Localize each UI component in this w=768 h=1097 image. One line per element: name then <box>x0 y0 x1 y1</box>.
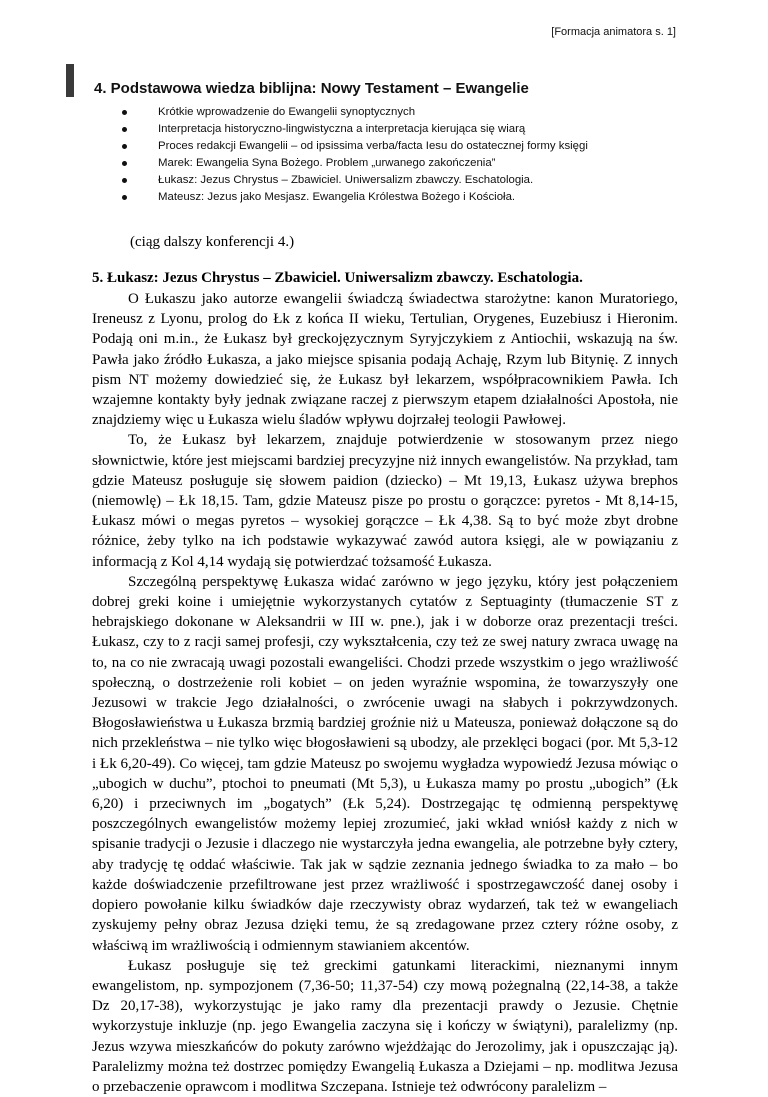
list-item: Proces redakcji Ewangelii – od ipsissima verba/facta Iesu do ostatecznej formy księgi <box>122 138 588 155</box>
body-paragraph: Szczególną perspektywę Łukasza widać zarówno w jego języku, który jest połączeniem dobrej greki koine i umiejętnie wykorzystanych cytatów z Septuaginty (tłumaczenie ST z hebrajskiego dokonane w Aleksandrii w III w. pne.), jak i w doborze oraz prezentacji treści. Łukasz, czy to z racji samej profesji, czy wykształcenia, czy też ze swej natury zwraca uwagę na to, na co nie zwracają uwagi pozostali ewangeliści. Chodzi przede wszystkim o jego wrażliwość społeczną, o dostrzeżenie roli kobiet – on jeden wyraźnie wspomina, że towarzyszyły one Jezusowi w trakcie Jego działalności, o zwrócenie uwagi na słabych i pokrzywdzonych. Błogosławieństwa u Łukasza brzmią bardziej groźnie niż u Mateusza, ponieważ dołączone są do nich przekleństwa – nie tylko więc błogosławieni są ubodzy, ale przeklęci bogaci (por. Mt 5,3-12 i Łk 6,20-49). Co więcej, tam gdzie Mateusz po swojemu wygładza wypowiedź Jezusa mówiąc o „ubogich w duchu”, ptochoi to pneumati (Mt 5,3), u Łukasza mamy po prostu „ubogich” (Łk 6,20) i przeciwnych im „bogatych” (Łk 5,24). Dostrzegając tę odmienną perspektywę poszczególnych ewangelistów możemy lepiej zrozumieć, jaki wkład wniósł każdy z nich w spisanie tradycji o Jezusie i dlaczego nie wystarczyła jedna ewangelia, ale potrzebne były cztery, aby tradycję tę oddać właściwie. Tak jak w sądzie zeznania jednego świadka to za mało – bo każde doświadczenie przefiltrowane jest przez wrażliwość i spostrzegawczość danej osoby i dopiero powołanie kilku świadków daje rzeczywisty obraz wydarzeń, tak też w ewangeliach zyskujemy pełny obraz Jezusa dzięki temu, że są zredagowane przez cztery różne osoby, z właściwą im wrażliwością i odmiennym stawianiem akcentów. <box>92 573 678 954</box>
body-paragraph: To, że Łukasz był lekarzem, znajduje potwierdzenie w stosowanym przez niego słownictwie, które jest miejscami bardziej precyzyjne niż innych ewangelistów. Na przykład, tam gdzie Mateusz posługuje się słowem paidion (dziecko) – Mt 19,13, Łukasz używa brephos (niemowlę) – Łk 18,15. Tam, gdzie Mateusz pisze po prostu o gorączce: pyretos - Mt 8,14-15, Łukasz mówi o megas pyretos – wysokiej gorączce – Łk 4,38. Są to być może zbyt drobne różnice, żeby tylko na ich podstawie wykazywać zawód autora księgi, ale w powiązaniu z informacją z Kol 4,14 wydają się potwierdzać tożsamość Łukasza. <box>92 432 678 570</box>
list-item: Mateusz: Jezus jako Mesjasz. Ewangelia Królestwa Bożego i Kościoła. <box>122 189 588 206</box>
body-paragraph: O Łukaszu jako autorze ewangelii świadczą świadectwa starożytne: kanon Muratoriego, Ireneusz z Lyonu, prolog do Łk z końca II wieku, Tertulian, Orygenes, Euzebiusz i Hieronim. Podają oni m.in., że Łukasz był greckojęzycznym Syryjczykiem z Antiochii, wskazują na św. Pawła jako źródło Łukasza, a jako miejsce spisania podają Achaję, Rzym lub Bitynię. Z innych pism NT możemy dowiedzieć się, że Łukasz był lekarzem, współpracownikiem Pawła. Ich wzajemne kontakty były jednak związane raczej z pierwszym etapem działalności Apostoła, nie znajdziemy więc u Łukasza wielu śladów wpływu dojrzałej teologii Pawłowej. <box>92 291 678 429</box>
section-5-body <box>92 289 678 1097</box>
list-item: Marek: Ewangelia Syna Bożego. Problem „urwanego zakończenia” <box>122 155 588 172</box>
section-4-topic-list <box>122 104 588 206</box>
list-item: Łukasz: Jezus Chrystus – Zbawiciel. Uniwersalizm zbawczy. Eschatologia. <box>122 172 588 189</box>
section-marker-bar <box>66 64 74 97</box>
body-paragraph: Łukasz posługuje się też greckimi gatunkami literackimi, nieznanymi innym ewangelistom, np. sympozjonem (7,36-50; 11,37-54) czy mową pożegnalną (22,14-38, a także Dz 20,17-38), wykorzystując je jako ramy dla prezentacji prawdy o Jezusie. Chętnie wykorzystuje inkluzje (np. jego Ewangelia zaczyna się i kończy w świątyni), paralelizmy (np. Jezus wzywa mieszkańców do pokuty zarówno wjeżdżając do Jerozolimy, jak i opuszczając ją). Paralelizmy można też dostrzec pomiędzy Ewangelią Łukasza a Dziejami – np. modlitwa Jezusa o przebaczenie oprawcom i modlitwa Szczepana. Istnieje też odwrócony paralelizm – <box>92 957 678 1095</box>
list-item: Interpretacja historyczno-lingwistyczna a interpretacja kierująca się wiarą <box>122 121 588 138</box>
continuation-note: (ciąg dalszy konferencji 4.) <box>130 234 295 250</box>
section-4-heading: 4. Podstawowa wiedza biblijna: Nowy Testament – Ewangelie <box>94 80 529 97</box>
page-header: [Formacja animatora s. 1] <box>551 26 676 38</box>
list-item: Krótkie wprowadzenie do Ewangelii synoptycznych <box>122 104 588 121</box>
section-5-heading: 5. Łukasz: Jezus Chrystus – Zbawiciel. Uniwersalizm zbawczy. Eschatologia. <box>92 270 583 286</box>
